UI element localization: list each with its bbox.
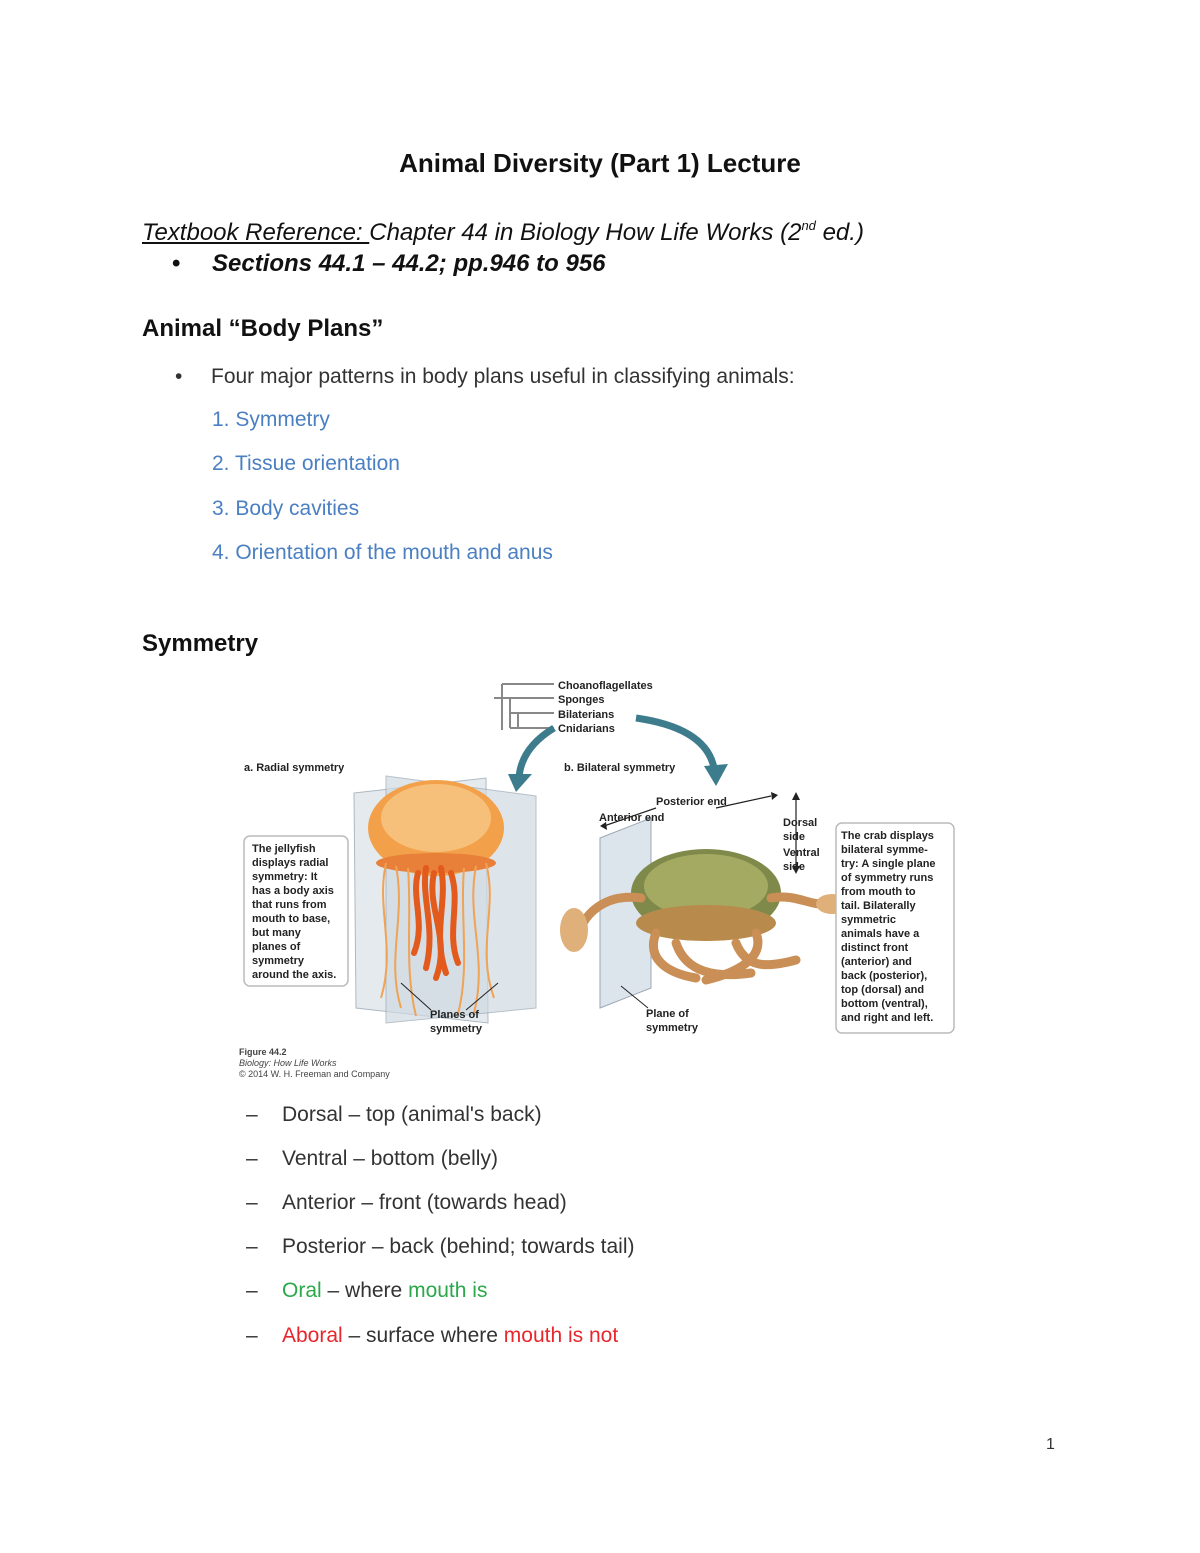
caption-line: planes of [252,941,301,953]
caption-line: of symmetry runs [841,872,934,884]
bullet: • [175,365,183,388]
term-dorsal [246,1103,542,1127]
caption-line: (anterior) and [841,956,912,968]
body-plans-intro [175,365,795,389]
list-item: 4. Orientation of the mouth and anus [212,541,553,564]
caption-line: mouth to base, [252,913,331,925]
tree-label: Choanoflagellates [558,680,653,692]
reference-sup: nd [801,218,816,233]
textbook-reference [142,218,864,247]
term-aboral [246,1324,618,1348]
arrowhead-icon [704,764,728,786]
reference-suffix: ed.) [815,219,864,246]
term-posterior [246,1235,635,1259]
arrow-to-radial-icon [519,728,554,778]
figure-credit: Figure 44.2 [239,1047,287,1057]
caption-line: from mouth to [841,886,916,898]
dash: – [246,1235,258,1258]
aboral-end: mouth is not [503,1324,619,1347]
caption-line: bilateral symme- [841,844,928,856]
posterior-end-label: Posterior end [656,796,727,808]
radial-label: a. Radial symmetry [244,762,345,774]
planes-label: symmetry [430,1023,482,1035]
term-oral [246,1279,487,1303]
term-text: Posterior – back (behind; towards tail) [282,1235,635,1258]
page-title: Animal Diversity (Part 1) Lecture [399,148,801,178]
bullet: • [172,250,181,277]
tree-label: Bilaterians [558,709,615,721]
caption-line: distinct front [841,942,909,954]
list-item: 1. Symmetry [212,408,330,431]
term-text: Ventral – bottom (belly) [282,1147,498,1170]
arrowhead-icon [508,774,532,792]
intro-text: Four major patterns in body plans useful in classifying animals: [211,365,795,388]
body-plans-heading: Animal “Body Plans” [142,315,384,342]
caption-line: and right and left. [841,1012,934,1024]
figure-credit: © 2014 W. H. Freeman and Company [239,1069,390,1079]
caption-line: but many [252,927,301,939]
caption-line: symmetric [841,914,897,926]
aboral-term: Aboral [282,1324,343,1347]
arrowhead-icon [792,792,800,800]
anterior-end-label: Anterior end [599,812,665,824]
dash: – [246,1147,258,1170]
caption-line: try: A single plane [841,858,936,870]
sections-line [172,250,606,278]
term-ventral [246,1147,498,1171]
planes-label: Planes of [430,1009,479,1021]
dorsal-label: Dorsal [783,817,818,829]
term-text: Anterior – front (towards head) [282,1191,567,1214]
dorsal-label: side [783,831,806,843]
dash: – [246,1324,258,1347]
caption-line: that runs from [252,899,327,911]
oral-end: mouth is [408,1279,488,1302]
ventral-label: Ventral [783,847,820,859]
reference-label: Textbook Reference: [142,219,370,246]
symmetry-heading: Symmetry [142,630,259,657]
arrowhead-icon [771,792,778,800]
term-anterior [246,1191,567,1215]
caption-line: around the axis. [252,969,337,981]
caption-line: back (posterior), [841,970,928,982]
caption-line: bottom (ventral), [841,998,928,1010]
oral-term: Oral [282,1279,322,1302]
arrow-to-bilateral-icon [636,718,714,768]
sections-text: Sections 44.1 – 44.2; pp.946 to 956 [212,250,606,277]
term-text: Dorsal – top (animal's back) [282,1103,542,1126]
caption-line: tail. Bilaterally [841,900,916,912]
caption-line: has a body axis [252,885,334,897]
caption-line: The jellyfish [252,843,316,855]
reference-text: Chapter 44 in Biology How Life Works (2 [369,219,802,246]
dash: – [246,1103,258,1126]
dash: – [246,1279,258,1302]
tree-label: Cnidarians [558,723,615,735]
bilateral-label: b. Bilateral symmetry [564,762,676,774]
aboral-mid: – surface where [342,1324,504,1347]
page-number: 1 [1046,1436,1055,1453]
figure-credit: Biology: How Life Works [239,1058,337,1068]
caption-line: top (dorsal) and [841,984,925,996]
phylogeny-tree [494,684,554,730]
oral-mid: – where [321,1279,409,1302]
list-item: 2. Tissue orientation [212,452,400,475]
caption-line: symmetry: It [252,871,318,883]
caption-line: displays radial [252,857,329,869]
list-item: 3. Body cavities [212,497,360,520]
dash: – [246,1191,258,1214]
ventral-label: side [783,861,806,873]
tree-label: Sponges [558,694,605,706]
symmetry-figure [236,668,966,1086]
caption-line: The crab displays [841,830,934,842]
plane-label: Plane of [646,1008,689,1020]
plane-label: symmetry [646,1022,698,1034]
caption-line: symmetry [252,955,304,967]
caption-line: animals have a [841,928,920,940]
